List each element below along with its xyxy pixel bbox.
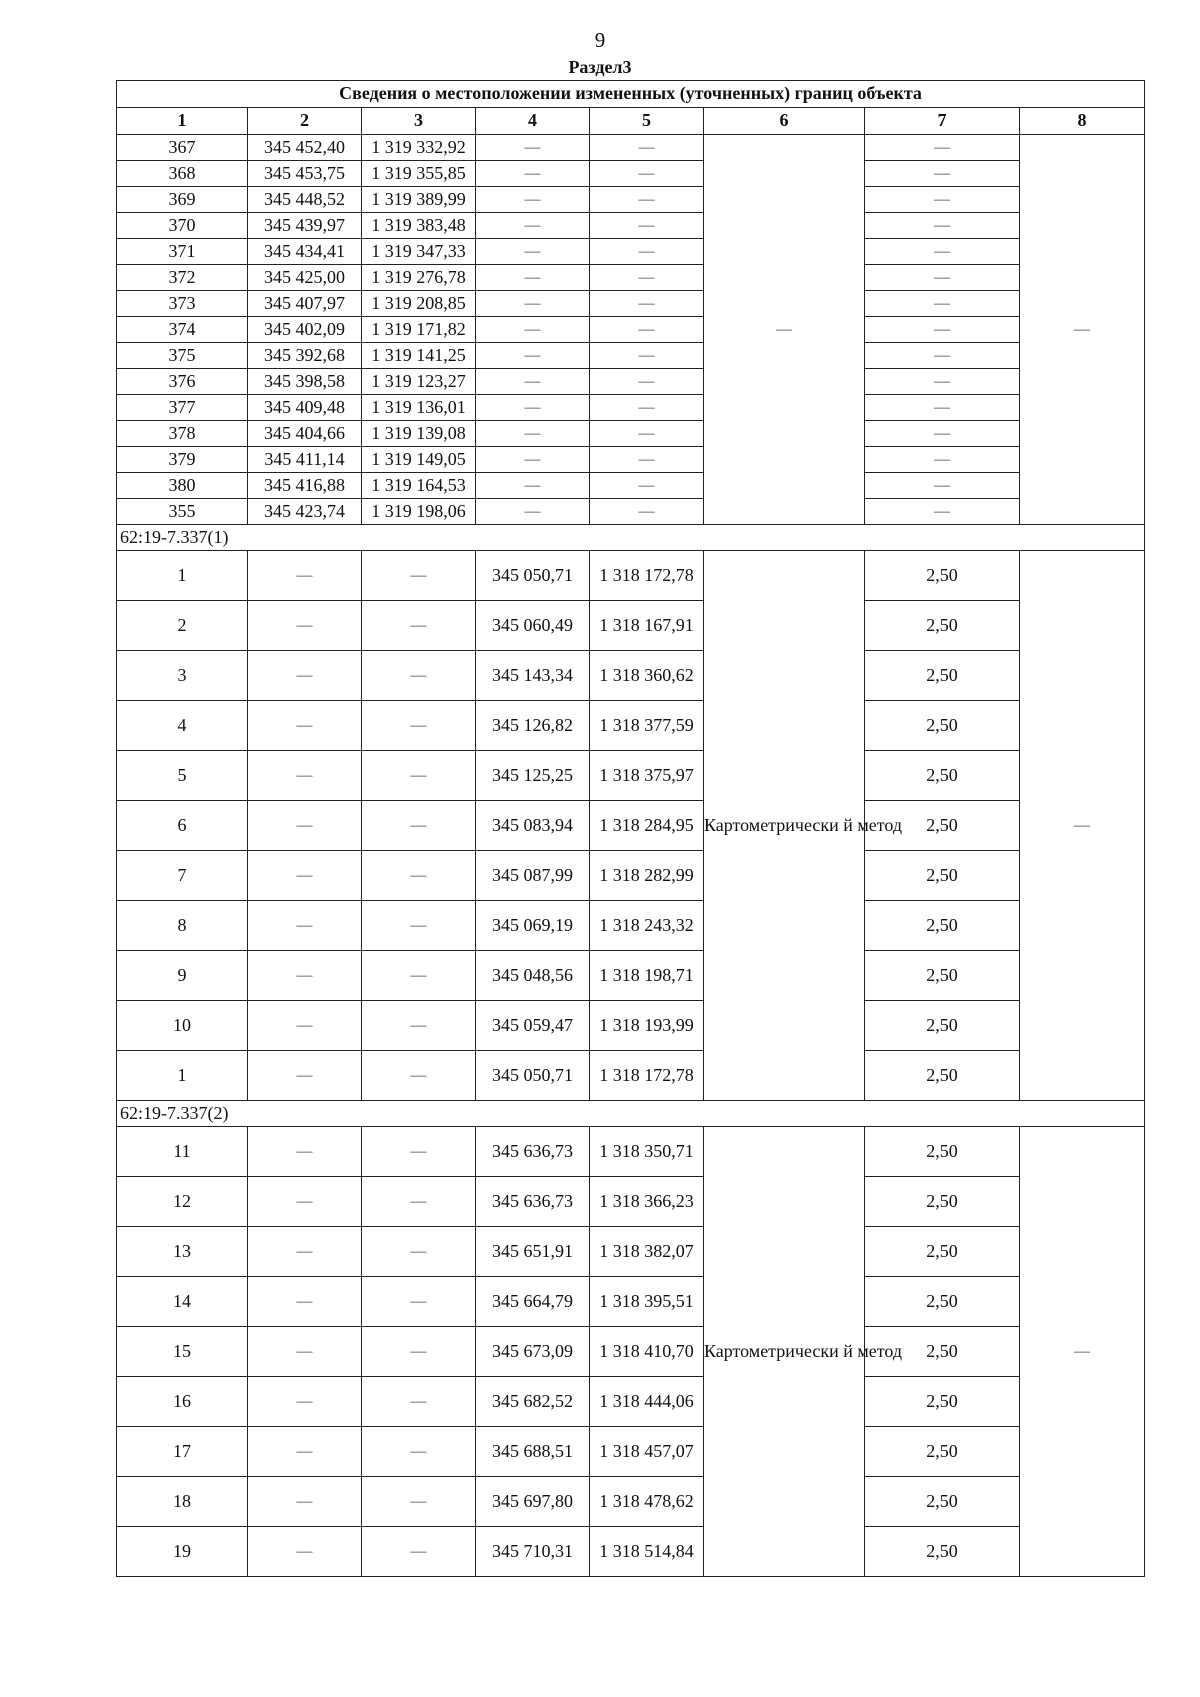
empty-cell: — <box>362 801 476 851</box>
empty-cell: — <box>865 499 1020 525</box>
point-number-cell: 7 <box>117 851 248 901</box>
table-row <box>117 499 1145 525</box>
empty-cell: — <box>865 161 1020 187</box>
empty-cell: — <box>362 751 476 801</box>
coordinate-x-cell: 345 688,51 <box>476 1427 590 1477</box>
empty-cell: — <box>248 951 362 1001</box>
table-row <box>117 1477 1145 1527</box>
table-row <box>117 601 1145 651</box>
coordinate-x-cell: 345 636,73 <box>476 1127 590 1177</box>
table-row <box>117 135 1145 161</box>
empty-cell: — <box>248 1127 362 1177</box>
coordinate-y-cell: 1 319 332,92 <box>362 135 476 161</box>
accuracy-cell: 2,50 <box>865 1377 1020 1427</box>
column-number: 6 <box>704 108 865 135</box>
table-row <box>117 901 1145 951</box>
coordinate-x-cell: 345 392,68 <box>248 343 362 369</box>
empty-cell: — <box>248 851 362 901</box>
table-row <box>117 1051 1145 1101</box>
empty-cell: — <box>590 395 704 421</box>
empty-cell: — <box>590 369 704 395</box>
coordinate-x-cell: 345 452,40 <box>248 135 362 161</box>
coordinate-y-cell: 1 318 284,95 <box>590 801 704 851</box>
boundary-coordinates-table <box>116 80 1145 1577</box>
empty-cell: — <box>248 1177 362 1227</box>
coordinate-y-cell: 1 319 136,01 <box>362 395 476 421</box>
coordinate-x-cell: 345 143,34 <box>476 651 590 701</box>
accuracy-cell: 2,50 <box>865 651 1020 701</box>
empty-cell: — <box>362 1177 476 1227</box>
empty-cell: — <box>248 1527 362 1577</box>
empty-cell: — <box>362 1277 476 1327</box>
coordinate-y-cell: 1 318 410,70 <box>590 1327 704 1377</box>
point-number-cell: 374 <box>117 317 248 343</box>
point-number-cell: 380 <box>117 473 248 499</box>
coordinate-y-cell: 1 319 347,33 <box>362 239 476 265</box>
empty-cell: — <box>865 447 1020 473</box>
empty-cell: — <box>865 239 1020 265</box>
empty-cell: — <box>248 1277 362 1327</box>
coordinate-y-cell: 1 319 198,06 <box>362 499 476 525</box>
table-row <box>117 951 1145 1001</box>
table-row <box>117 801 1145 851</box>
method-cell: Картометрически й метод <box>704 551 865 1101</box>
empty-cell: — <box>362 1227 476 1277</box>
empty-cell: — <box>476 265 590 291</box>
empty-cell: — <box>590 447 704 473</box>
empty-cell: — <box>476 213 590 239</box>
coordinate-x-cell: 345 697,80 <box>476 1477 590 1527</box>
accuracy-cell: 2,50 <box>865 1427 1020 1477</box>
accuracy-cell: 2,50 <box>865 751 1020 801</box>
empty-cell: — <box>865 265 1020 291</box>
table-row <box>117 447 1145 473</box>
point-number-cell: 367 <box>117 135 248 161</box>
empty-cell: — <box>248 1377 362 1427</box>
coordinate-y-cell: 1 319 123,27 <box>362 369 476 395</box>
accuracy-cell: 2,50 <box>865 901 1020 951</box>
point-number-cell: 17 <box>117 1427 248 1477</box>
empty-cell: — <box>476 239 590 265</box>
point-number-cell: 377 <box>117 395 248 421</box>
point-number-cell: 375 <box>117 343 248 369</box>
coordinate-y-cell: 1 318 172,78 <box>590 551 704 601</box>
empty-cell: — <box>248 1477 362 1527</box>
coordinate-y-cell: 1 319 208,85 <box>362 291 476 317</box>
table-row <box>117 1227 1145 1277</box>
point-number-cell: 369 <box>117 187 248 213</box>
table-row <box>117 213 1145 239</box>
accuracy-cell: 2,50 <box>865 551 1020 601</box>
empty-cell: — <box>248 1327 362 1377</box>
empty-cell: — <box>590 161 704 187</box>
empty-cell: — <box>362 1527 476 1577</box>
coordinate-y-cell: 1 318 444,06 <box>590 1377 704 1427</box>
table-row <box>117 1427 1145 1477</box>
table-row <box>117 1377 1145 1427</box>
table-row <box>117 1127 1145 1177</box>
point-number-cell: 14 <box>117 1277 248 1327</box>
empty-cell: — <box>362 701 476 751</box>
table-row <box>117 651 1145 701</box>
table-row <box>117 395 1145 421</box>
accuracy-cell: 2,50 <box>865 601 1020 651</box>
coordinate-y-cell: 1 318 198,71 <box>590 951 704 1001</box>
point-number-cell: 355 <box>117 499 248 525</box>
point-number-cell: 9 <box>117 951 248 1001</box>
table-title: Сведения о местоположении измененных (уточненных) границ объекта <box>117 81 1145 108</box>
empty-cell: — <box>476 135 590 161</box>
empty-cell: — <box>865 395 1020 421</box>
accuracy-cell: 2,50 <box>865 1051 1020 1101</box>
coordinate-y-cell: 1 318 514,84 <box>590 1527 704 1577</box>
coordinate-x-cell: 345 048,56 <box>476 951 590 1001</box>
empty-cell: — <box>362 1377 476 1427</box>
empty-cell: — <box>476 161 590 187</box>
point-number-cell: 10 <box>117 1001 248 1051</box>
empty-cell: — <box>865 291 1020 317</box>
empty-cell: — <box>590 239 704 265</box>
table-row <box>117 1527 1145 1577</box>
empty-cell: — <box>248 1427 362 1477</box>
method-cell: Картометрически й метод <box>704 1127 865 1577</box>
coordinate-x-cell: 345 060,49 <box>476 601 590 651</box>
group1-section <box>117 551 1145 1101</box>
table-row <box>117 851 1145 901</box>
empty-cell: — <box>865 317 1020 343</box>
point-number-cell: 370 <box>117 213 248 239</box>
accuracy-cell: 2,50 <box>865 801 1020 851</box>
coordinate-x-cell: 345 059,47 <box>476 1001 590 1051</box>
point-number-cell: 15 <box>117 1327 248 1377</box>
group2-section <box>117 1127 1145 1577</box>
point-number-cell: 371 <box>117 239 248 265</box>
point-number-cell: 376 <box>117 369 248 395</box>
accuracy-cell: 2,50 <box>865 1327 1020 1377</box>
coordinate-x-cell: 345 407,97 <box>248 291 362 317</box>
table-row <box>117 1327 1145 1377</box>
accuracy-cell: 2,50 <box>865 1127 1020 1177</box>
point-number-cell: 18 <box>117 1477 248 1527</box>
table-row <box>117 421 1145 447</box>
point-number-cell: 1 <box>117 551 248 601</box>
coordinate-x-cell: 345 453,75 <box>248 161 362 187</box>
accuracy-cell: 2,50 <box>865 1177 1020 1227</box>
description-cell: — <box>1020 1127 1145 1577</box>
empty-cell: — <box>248 751 362 801</box>
empty-cell: — <box>590 187 704 213</box>
coordinate-x-cell: 345 411,14 <box>248 447 362 473</box>
empty-cell: — <box>362 1477 476 1527</box>
table-row <box>117 701 1145 751</box>
empty-cell: — <box>248 601 362 651</box>
empty-cell: — <box>865 473 1020 499</box>
coordinate-x-cell: 345 425,00 <box>248 265 362 291</box>
empty-cell: — <box>248 1051 362 1101</box>
point-number-cell: 11 <box>117 1127 248 1177</box>
column-number: 2 <box>248 108 362 135</box>
coordinate-x-cell: 345 398,58 <box>248 369 362 395</box>
empty-cell: — <box>590 135 704 161</box>
point-number-cell: 2 <box>117 601 248 651</box>
coordinate-y-cell: 1 319 164,53 <box>362 473 476 499</box>
table-row <box>117 369 1145 395</box>
accuracy-cell: 2,50 <box>865 1527 1020 1577</box>
accuracy-cell: 2,50 <box>865 1277 1020 1327</box>
table-row <box>117 291 1145 317</box>
point-number-cell: 19 <box>117 1527 248 1577</box>
coordinate-x-cell: 345 404,66 <box>248 421 362 447</box>
empty-cell: — <box>476 395 590 421</box>
empty-cell: — <box>248 651 362 701</box>
group-label: 62:19-7.337(1) <box>117 525 1145 551</box>
coordinate-y-cell: 1 319 276,78 <box>362 265 476 291</box>
coordinate-x-cell: 345 423,74 <box>248 499 362 525</box>
point-number-cell: 16 <box>117 1377 248 1427</box>
empty-cell: — <box>362 851 476 901</box>
coordinate-x-cell: 345 439,97 <box>248 213 362 239</box>
description-cell: — <box>1020 135 1145 525</box>
table-row <box>117 1001 1145 1051</box>
empty-cell: — <box>476 499 590 525</box>
point-number-cell: 373 <box>117 291 248 317</box>
accuracy-cell: 2,50 <box>865 951 1020 1001</box>
coordinate-x-cell: 345 664,79 <box>476 1277 590 1327</box>
coordinate-y-cell: 1 318 243,32 <box>590 901 704 951</box>
empty-cell: — <box>476 447 590 473</box>
accuracy-cell: 2,50 <box>865 851 1020 901</box>
coordinate-y-cell: 1 318 457,07 <box>590 1427 704 1477</box>
point-number-cell: 12 <box>117 1177 248 1227</box>
coordinate-y-cell: 1 319 389,99 <box>362 187 476 213</box>
empty-cell: — <box>362 1427 476 1477</box>
empty-cell: — <box>248 901 362 951</box>
column-number: 5 <box>590 108 704 135</box>
coordinate-y-cell: 1 319 171,82 <box>362 317 476 343</box>
coordinate-x-cell: 345 636,73 <box>476 1177 590 1227</box>
table-row <box>117 187 1145 213</box>
coordinate-x-cell: 345 682,52 <box>476 1377 590 1427</box>
empty-cell: — <box>248 801 362 851</box>
coordinate-y-cell: 1 318 350,71 <box>590 1127 704 1177</box>
point-number-cell: 6 <box>117 801 248 851</box>
coordinate-x-cell: 345 069,19 <box>476 901 590 951</box>
empty-cell: — <box>590 213 704 239</box>
empty-cell: — <box>248 701 362 751</box>
empty-cell: — <box>865 135 1020 161</box>
coordinate-x-cell: 345 126,82 <box>476 701 590 751</box>
point-number-cell: 13 <box>117 1227 248 1277</box>
empty-cell: — <box>865 187 1020 213</box>
empty-cell: — <box>590 421 704 447</box>
table-row <box>117 161 1145 187</box>
point-number-cell: 378 <box>117 421 248 447</box>
column-number-row <box>117 108 1145 135</box>
coordinate-x-cell: 345 125,25 <box>476 751 590 801</box>
empty-cell: — <box>590 343 704 369</box>
empty-cell: — <box>362 1051 476 1101</box>
coordinate-y-cell: 1 319 355,85 <box>362 161 476 187</box>
empty-cell: — <box>362 1127 476 1177</box>
coordinate-x-cell: 345 083,94 <box>476 801 590 851</box>
coordinate-x-cell: 345 710,31 <box>476 1527 590 1577</box>
coordinate-y-cell: 1 318 377,59 <box>590 701 704 751</box>
coordinate-y-cell: 1 318 375,97 <box>590 751 704 801</box>
empty-cell: — <box>362 1327 476 1377</box>
coordinate-x-cell: 345 409,48 <box>248 395 362 421</box>
coordinate-y-cell: 1 318 366,23 <box>590 1177 704 1227</box>
page-number: 9 <box>594 28 606 52</box>
empty-cell: — <box>476 369 590 395</box>
coordinate-x-cell: 345 651,91 <box>476 1227 590 1277</box>
coordinate-x-cell: 345 416,88 <box>248 473 362 499</box>
table-row <box>117 1177 1145 1227</box>
point-number-cell: 372 <box>117 265 248 291</box>
empty-cell: — <box>865 343 1020 369</box>
empty-cell: — <box>362 901 476 951</box>
empty-cell: — <box>590 265 704 291</box>
empty-cell: — <box>865 421 1020 447</box>
table-row <box>117 751 1145 801</box>
coordinate-y-cell: 1 318 282,99 <box>590 851 704 901</box>
method-cell: — <box>704 135 865 525</box>
coordinate-x-cell: 345 050,71 <box>476 551 590 601</box>
empty-cell: — <box>248 551 362 601</box>
point-number-cell: 8 <box>117 901 248 951</box>
coordinate-y-cell: 1 319 141,25 <box>362 343 476 369</box>
column-number: 7 <box>865 108 1020 135</box>
table-row <box>117 473 1145 499</box>
empty-cell: — <box>362 1001 476 1051</box>
coordinate-y-cell: 1 319 139,08 <box>362 421 476 447</box>
group-label: 62:19-7.337(2) <box>117 1101 1145 1127</box>
coordinate-x-cell: 345 087,99 <box>476 851 590 901</box>
coordinate-y-cell: 1 318 478,62 <box>590 1477 704 1527</box>
empty-cell: — <box>362 551 476 601</box>
point-number-cell: 4 <box>117 701 248 751</box>
empty-cell: — <box>476 187 590 213</box>
description-cell: — <box>1020 551 1145 1101</box>
coordinate-y-cell: 1 318 193,99 <box>590 1001 704 1051</box>
accuracy-cell: 2,50 <box>865 701 1020 751</box>
coordinate-y-cell: 1 319 383,48 <box>362 213 476 239</box>
part1-section <box>117 135 1145 525</box>
table-row <box>117 265 1145 291</box>
table-row <box>117 551 1145 601</box>
table-row <box>117 317 1145 343</box>
coordinate-x-cell: 345 050,71 <box>476 1051 590 1101</box>
table-row <box>117 1277 1145 1327</box>
point-number-cell: 379 <box>117 447 248 473</box>
coordinate-x-cell: 345 434,41 <box>248 239 362 265</box>
table-row <box>117 343 1145 369</box>
column-number: 3 <box>362 108 476 135</box>
accuracy-cell: 2,50 <box>865 1477 1020 1527</box>
empty-cell: — <box>590 317 704 343</box>
column-number: 8 <box>1020 108 1145 135</box>
coordinate-x-cell: 345 673,09 <box>476 1327 590 1377</box>
coordinate-y-cell: 1 318 172,78 <box>590 1051 704 1101</box>
empty-cell: — <box>476 343 590 369</box>
empty-cell: — <box>248 1001 362 1051</box>
column-number: 4 <box>476 108 590 135</box>
accuracy-cell: 2,50 <box>865 1001 1020 1051</box>
point-number-cell: 5 <box>117 751 248 801</box>
coordinate-y-cell: 1 318 167,91 <box>590 601 704 651</box>
coordinate-y-cell: 1 318 382,07 <box>590 1227 704 1277</box>
empty-cell: — <box>362 601 476 651</box>
empty-cell: — <box>590 473 704 499</box>
empty-cell: — <box>865 213 1020 239</box>
empty-cell: — <box>476 317 590 343</box>
empty-cell: — <box>362 951 476 1001</box>
empty-cell: — <box>476 291 590 317</box>
empty-cell: — <box>590 291 704 317</box>
empty-cell: — <box>476 473 590 499</box>
coordinate-y-cell: 1 318 395,51 <box>590 1277 704 1327</box>
coordinate-x-cell: 345 402,09 <box>248 317 362 343</box>
accuracy-cell: 2,50 <box>865 1227 1020 1277</box>
empty-cell: — <box>865 369 1020 395</box>
table-row <box>117 239 1145 265</box>
empty-cell: — <box>248 1227 362 1277</box>
point-number-cell: 3 <box>117 651 248 701</box>
column-number: 1 <box>117 108 248 135</box>
empty-cell: — <box>476 421 590 447</box>
empty-cell: — <box>362 651 476 701</box>
empty-cell: — <box>590 499 704 525</box>
coordinate-y-cell: 1 318 360,62 <box>590 651 704 701</box>
point-number-cell: 368 <box>117 161 248 187</box>
section-title: Раздел3 <box>568 57 632 77</box>
coordinate-y-cell: 1 319 149,05 <box>362 447 476 473</box>
point-number-cell: 1 <box>117 1051 248 1101</box>
coordinate-x-cell: 345 448,52 <box>248 187 362 213</box>
